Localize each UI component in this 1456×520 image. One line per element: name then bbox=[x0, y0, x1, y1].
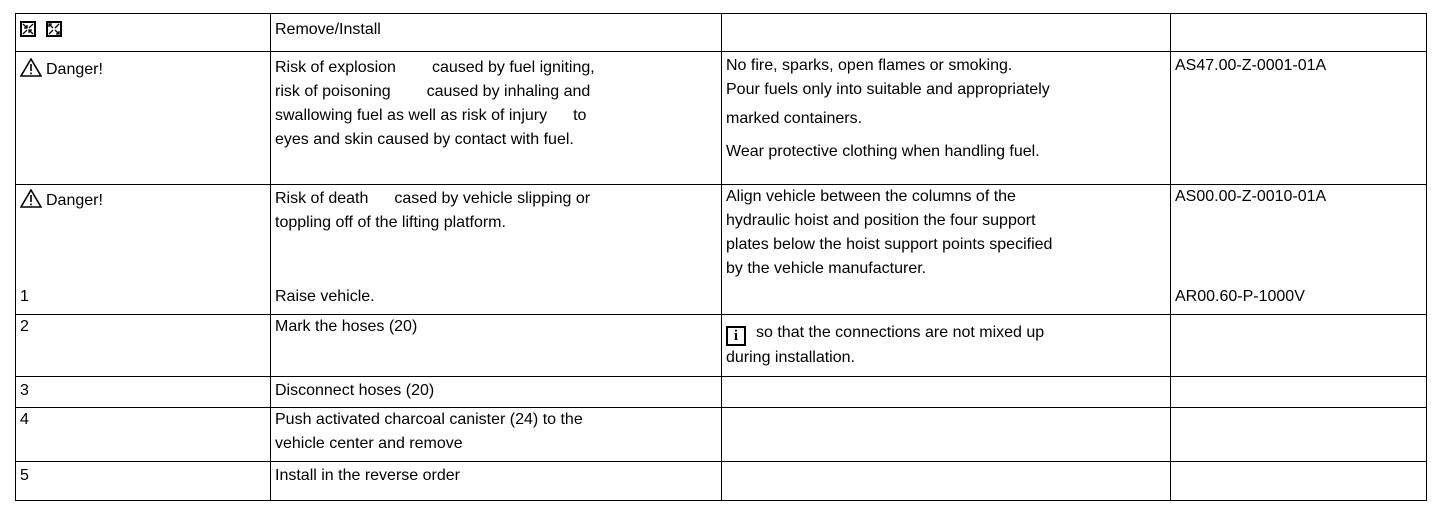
hazard-text: toppling off of the lifting platform. bbox=[275, 214, 506, 231]
note-text: so that the connections are not mixed up bbox=[756, 324, 1045, 341]
ref-cell bbox=[1171, 462, 1427, 501]
header-empty-cell bbox=[722, 14, 1171, 52]
step-text-cell bbox=[271, 315, 722, 377]
hazard-text: cased by vehicle slipping or bbox=[394, 190, 591, 207]
install-icon bbox=[46, 21, 62, 37]
step-number: 1 bbox=[20, 288, 29, 305]
measure-text: hydraulic hoist and position the four support bbox=[726, 212, 1036, 229]
step-text: vehicle center and remove bbox=[275, 435, 463, 452]
measure-text: Pour fuels only into suitable and appropriately bbox=[726, 81, 1050, 98]
remove-icon bbox=[20, 21, 36, 37]
ref-cell bbox=[1171, 408, 1427, 462]
header-title-cell bbox=[271, 14, 722, 52]
danger-label-cell bbox=[16, 52, 271, 185]
hazard-text: risk of poisoning bbox=[275, 83, 391, 100]
danger-label-cell bbox=[16, 185, 271, 315]
hazard-text: eyes and skin caused by contact with fuel. bbox=[275, 131, 574, 148]
note-text: during installation. bbox=[726, 349, 855, 366]
hazard-text: caused by fuel igniting, bbox=[431, 59, 595, 76]
ref-cell bbox=[1171, 377, 1427, 408]
step-number-cell bbox=[16, 377, 271, 408]
ref-code: AR00.60-P-1000V bbox=[1175, 288, 1305, 305]
hazard-text: Risk of death bbox=[275, 190, 369, 207]
header-row bbox=[16, 14, 1427, 52]
measure-cell bbox=[722, 52, 1171, 185]
step-text: Raise vehicle. bbox=[275, 288, 375, 305]
step-text-cell bbox=[271, 408, 722, 462]
ref-cell bbox=[1171, 185, 1427, 315]
step-text: Mark the hoses (20) bbox=[275, 318, 418, 335]
step-text: Disconnect hoses (20) bbox=[275, 382, 435, 399]
step-text-cell bbox=[271, 377, 722, 408]
measure-text: by the vehicle manufacturer. bbox=[726, 260, 927, 277]
info-icon: i bbox=[726, 326, 746, 346]
step-row bbox=[16, 315, 1427, 377]
step-number-cell bbox=[16, 462, 271, 501]
hazard-text: Risk of explosion bbox=[275, 59, 396, 76]
step-row bbox=[16, 408, 1427, 462]
ref-code: AS00.00-Z-0010-01A bbox=[1175, 188, 1327, 205]
measure-text: plates below the hoist support points specified bbox=[726, 236, 1053, 253]
danger-row bbox=[16, 52, 1427, 185]
header-icons-cell bbox=[16, 14, 271, 52]
danger-label: Danger! bbox=[46, 61, 103, 78]
step-text: Push activated charcoal canister (24) to the bbox=[275, 411, 583, 428]
ref-cell bbox=[1171, 52, 1427, 185]
step-number: 4 bbox=[20, 411, 29, 428]
ref-code: AS47.00-Z-0001-01A bbox=[1175, 57, 1327, 74]
note-cell bbox=[722, 408, 1171, 462]
measure-text: marked containers. bbox=[726, 110, 863, 127]
step-number: 5 bbox=[20, 467, 29, 484]
danger-label: Danger! bbox=[46, 192, 103, 209]
step-text-cell bbox=[271, 462, 722, 501]
warning-triangle-icon bbox=[20, 189, 42, 216]
danger-row bbox=[16, 185, 1427, 315]
note-cell bbox=[722, 377, 1171, 408]
measure-text: No fire, sparks, open flames or smoking. bbox=[726, 57, 1013, 74]
procedure-table bbox=[15, 13, 1427, 501]
hazard-cell bbox=[271, 185, 722, 315]
step-number: 3 bbox=[20, 382, 29, 399]
hazard-text: to bbox=[573, 107, 587, 124]
measure-text: Align vehicle between the columns of the bbox=[726, 188, 1016, 205]
step-number-cell bbox=[16, 315, 271, 377]
page-title: Remove/Install bbox=[275, 21, 381, 38]
step-text: Install in the reverse order bbox=[275, 467, 460, 484]
measure-cell bbox=[722, 185, 1171, 315]
step-number: 2 bbox=[20, 318, 29, 335]
step-row bbox=[16, 462, 1427, 501]
hazard-text: swallowing fuel as well as risk of injury bbox=[275, 107, 548, 124]
measure-text: Wear protective clothing when handling fuel. bbox=[726, 143, 1040, 160]
step-row bbox=[16, 377, 1427, 408]
warning-triangle-icon bbox=[20, 58, 42, 85]
header-empty-cell bbox=[1171, 14, 1427, 52]
step-number-cell bbox=[16, 408, 271, 462]
hazard-text: caused by inhaling and bbox=[426, 83, 591, 100]
ref-cell bbox=[1171, 315, 1427, 377]
note-cell bbox=[722, 315, 1171, 377]
hazard-cell bbox=[271, 52, 722, 185]
note-cell bbox=[722, 462, 1171, 501]
